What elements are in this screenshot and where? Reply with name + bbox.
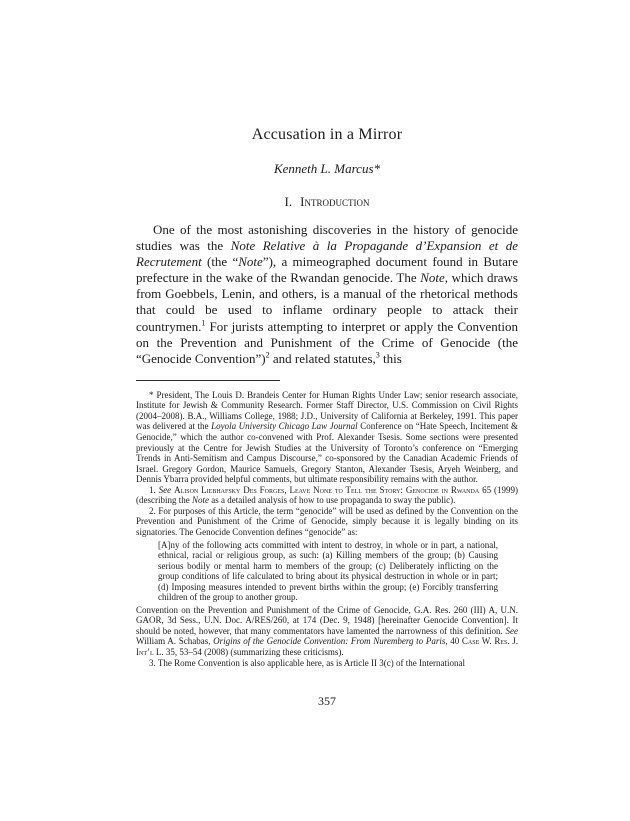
article-author: Kenneth L. Marcus* xyxy=(273,161,381,176)
text-run: Alison Liebhafsky Des Forges, Leave None to Tell the Story: Genocide in Rwanda xyxy=(174,484,480,495)
footnote-2-text xyxy=(136,506,518,538)
footnote-separator xyxy=(136,380,280,381)
page-number: 357 xyxy=(318,694,336,709)
footnote-ref: 2 xyxy=(265,350,270,360)
text-run: 65 (1999) (describing the xyxy=(136,484,519,506)
text-run: 3. The Rome Convention is also applicable here, as is Article II 3(c) of the International xyxy=(149,657,465,668)
section-number: I. xyxy=(284,194,293,209)
text-run: For jurists attempting to interpret or apply the Convention on the Prevention and Punishment of the Crime of Genocide (the “Genocide Convention”) xyxy=(136,318,518,366)
text-run: and related statutes, xyxy=(269,350,376,366)
text-run: Note xyxy=(420,270,445,286)
text-run: Convention on the Prevention and Punishment of the Crime of Genocide, G.A. Res. 260 (III) A, U.N. GAOR, 3d Sess., U.N. Doc. A/RES/260, at 174 (Dec. 9, 1948) [hereinafter Genocide Convention]. It should be noted, however, that many commentators have lamented the narrowness of this definition. xyxy=(136,604,518,636)
footnote-ref: 1 xyxy=(201,318,206,328)
footnote-star xyxy=(136,390,518,485)
text-run: Loyola University Chicago Law Journal xyxy=(211,421,358,432)
text-run: , which draws from Goebbels, Lenin, and others, is a manual of the rhetorical methods that could be used to inflame ordinary people to attack their countrymen. xyxy=(136,270,518,334)
text-run: Origins of the Genocide Convention: From Nuremberg to Paris xyxy=(213,636,446,647)
text-run: Note xyxy=(191,495,209,506)
footnote-ref: 3 xyxy=(375,350,380,360)
text-run: See xyxy=(505,625,518,636)
section-title: Introduction xyxy=(300,194,370,209)
text-run: Conference on “Hate Speech, Incitement & Genocide,” which the author co-convened with Prof. Alexander Tsesis. Some sections were presented previously at the Centre for Jewish Studies at the University of Toronto’s conference on “Emerging Trends in Anti-Semitism and Campus Discourse,” co-sponsored by the Canadian Academic Friends of Israel. Gregory Gordon, Maurice Samuels, Gregory Stanton, Alexander Tsesis, Aryeh Weinberg, and Dennis Ybarra provided helpful comments, but ultimate responsibility remains with the author. xyxy=(136,421,519,485)
text-run: Note Relative à la Propagande d’Expansion et de Recrutement xyxy=(136,238,519,270)
text-run: as a detailed analysis of how to use propaganda to sway the public). xyxy=(208,495,456,506)
footnote-1 xyxy=(136,485,518,506)
section-heading xyxy=(136,194,518,210)
text-run: Note xyxy=(238,254,263,270)
text-run: Case W. Res. J. Int’l L. xyxy=(136,636,518,657)
text-run: this xyxy=(379,350,402,366)
text-run: 2. For purposes of this Article, the term “genocide” will be used as defined by the Convention on the Prevention and Punishment of the Crime of Genocide, simply because it is legally binding on its signatories. The Genocide Convention defines “genocide” as: xyxy=(136,505,518,537)
footnote-3 xyxy=(136,658,518,669)
text-run: One of the most astonishing discoveries in the history of genocide studies was the xyxy=(136,222,518,254)
text-run: 1. xyxy=(149,484,159,495)
body-paragraph xyxy=(136,222,518,367)
text-run: 35, 53–54 (2008) (summarizing these criticisms). xyxy=(163,646,344,657)
text-run: William A. Schabas, xyxy=(136,636,214,647)
footnote-2-citation xyxy=(136,605,518,658)
text-run: , 40 xyxy=(445,636,462,647)
text-run: * President, The Louis D. Brandeis Center for Human Rights Under Law; senior research associate, Institute for Jewish & Community Research. Former Staff Director, U.S. Commission on Civil Rights (2004–2008). B.A., Williams College, 1988; J.D., University of California at Berkeley, 1991. This paper was delivered at the xyxy=(136,389,518,432)
text-run: ”), a mimeographed document found in Butare prefecture in the wake of the Rwandan genocide. The xyxy=(136,254,519,286)
article-title: Accusation in a Mirror xyxy=(251,126,403,143)
text-run: [A]ny of the following acts committed with intent to destroy, in whole or in part, a national, ethnical, racial or religious group, as such: (a) Killing members of the group; (b) Causing serious bodily or mental harm to members of the group; (c) Deliberately inflicting on the group conditions of life calculated to bring about its physical destruction in whole or in part; (d) Imposing measures intended to prevent births within the group; (e) Forcibly transferring children of the group to another group. xyxy=(158,539,498,603)
footnotes-section xyxy=(136,390,518,668)
text-run: See xyxy=(158,484,172,495)
text-run: (the “ xyxy=(201,254,239,270)
footnote-2-quote xyxy=(158,540,498,603)
